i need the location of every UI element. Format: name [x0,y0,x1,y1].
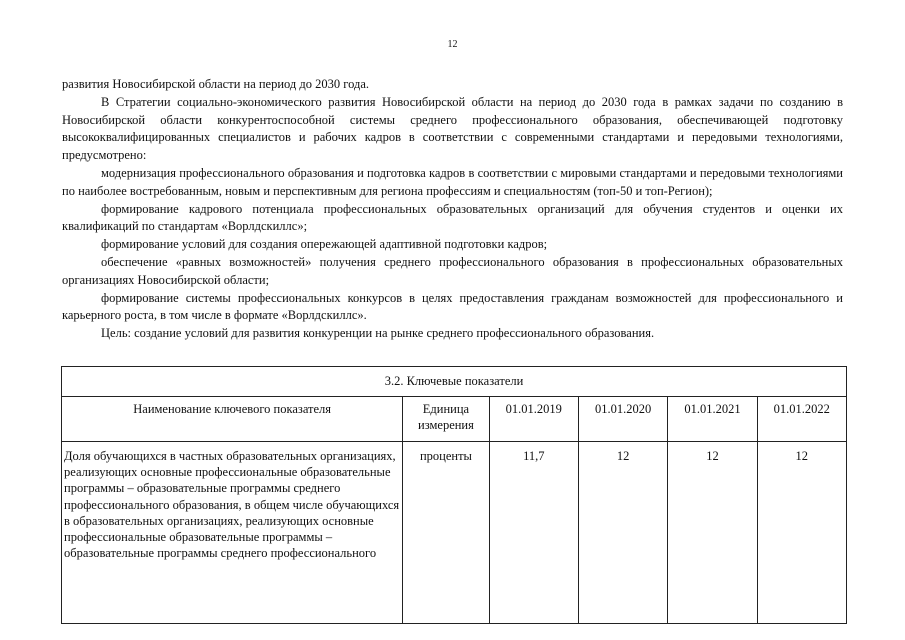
table-row [62,442,847,624]
paragraph: формирование системы профессиональных конкурсов в целях предоставления гражданам возможностей для профессионального и карьерного роста, в том числе в формате «Ворлдскиллс». [62,290,843,323]
indicator-value: 12 [578,442,667,624]
indicator-name: Доля обучающихся в частных образовательных организациях, реализующих основные профессиональные образовательные программы – образовательные программы среднего профессионального образования, в общем числе обучающихся в образовательных организациях, реализующих основные профессиональные образовательные программы – образовательные программы среднего профессионального [62,442,403,624]
table-title-row [62,367,847,397]
indicator-value: 11,7 [489,442,578,624]
indicator-value: 12 [757,442,846,624]
header-indicator-name: Наименование ключевого показателя [62,397,403,442]
paragraph: Цель: создание условий для развития конкуренции на рынке среднего профессионального образования. [101,326,655,341]
indicator-value: 12 [668,442,757,624]
header-year: 01.01.2019 [489,397,578,442]
paragraph: развития Новосибирской области на период до 2030 года. [62,77,370,91]
paragraph: формирование условий для создания опережающей адаптивной подготовки кадров; [101,237,548,252]
paragraph: В Стратегии социально-экономического развития Новосибирской области на период до 2030 года в рамках задачи по созданию в Новосибирской области конкурентоспособной системы среднего профессионального образования, обеспечивающей подготовку высококвалифицированных специалистов и рабочих кадров в соответствии с современными стандартами и передовыми технологиями, предусмотрено: [62,94,843,163]
paragraph: модернизация профессионального образования и подготовка кадров в соответствии с мировыми стандартами и передовыми технологиями по наиболее востребованным, новым и перспективным для региона профессиям и специальностям (топ-50 и топ-Регион); [62,165,843,198]
paragraph: формирование кадрового потенциала профессиональных образовательных организаций для обучения студентов и оценки их квалификаций по стандартам «Ворлдскиллс»; [62,201,843,234]
indicator-unit: проценты [403,442,489,624]
table-title: 3.2. Ключевые показатели [62,367,847,397]
body-text [62,76,843,343]
header-unit: Единица измерения [403,397,489,442]
header-year: 01.01.2022 [757,397,846,442]
table-header-row [62,397,847,442]
paragraph: обеспечение «равных возможностей» получения среднего профессионального образования в профессиональных образовательных организациях Новосибирской области; [62,254,843,287]
header-year: 01.01.2021 [668,397,757,442]
key-indicators-table [61,366,847,624]
header-year: 01.01.2020 [578,397,667,442]
page-number: 12 [447,39,458,50]
